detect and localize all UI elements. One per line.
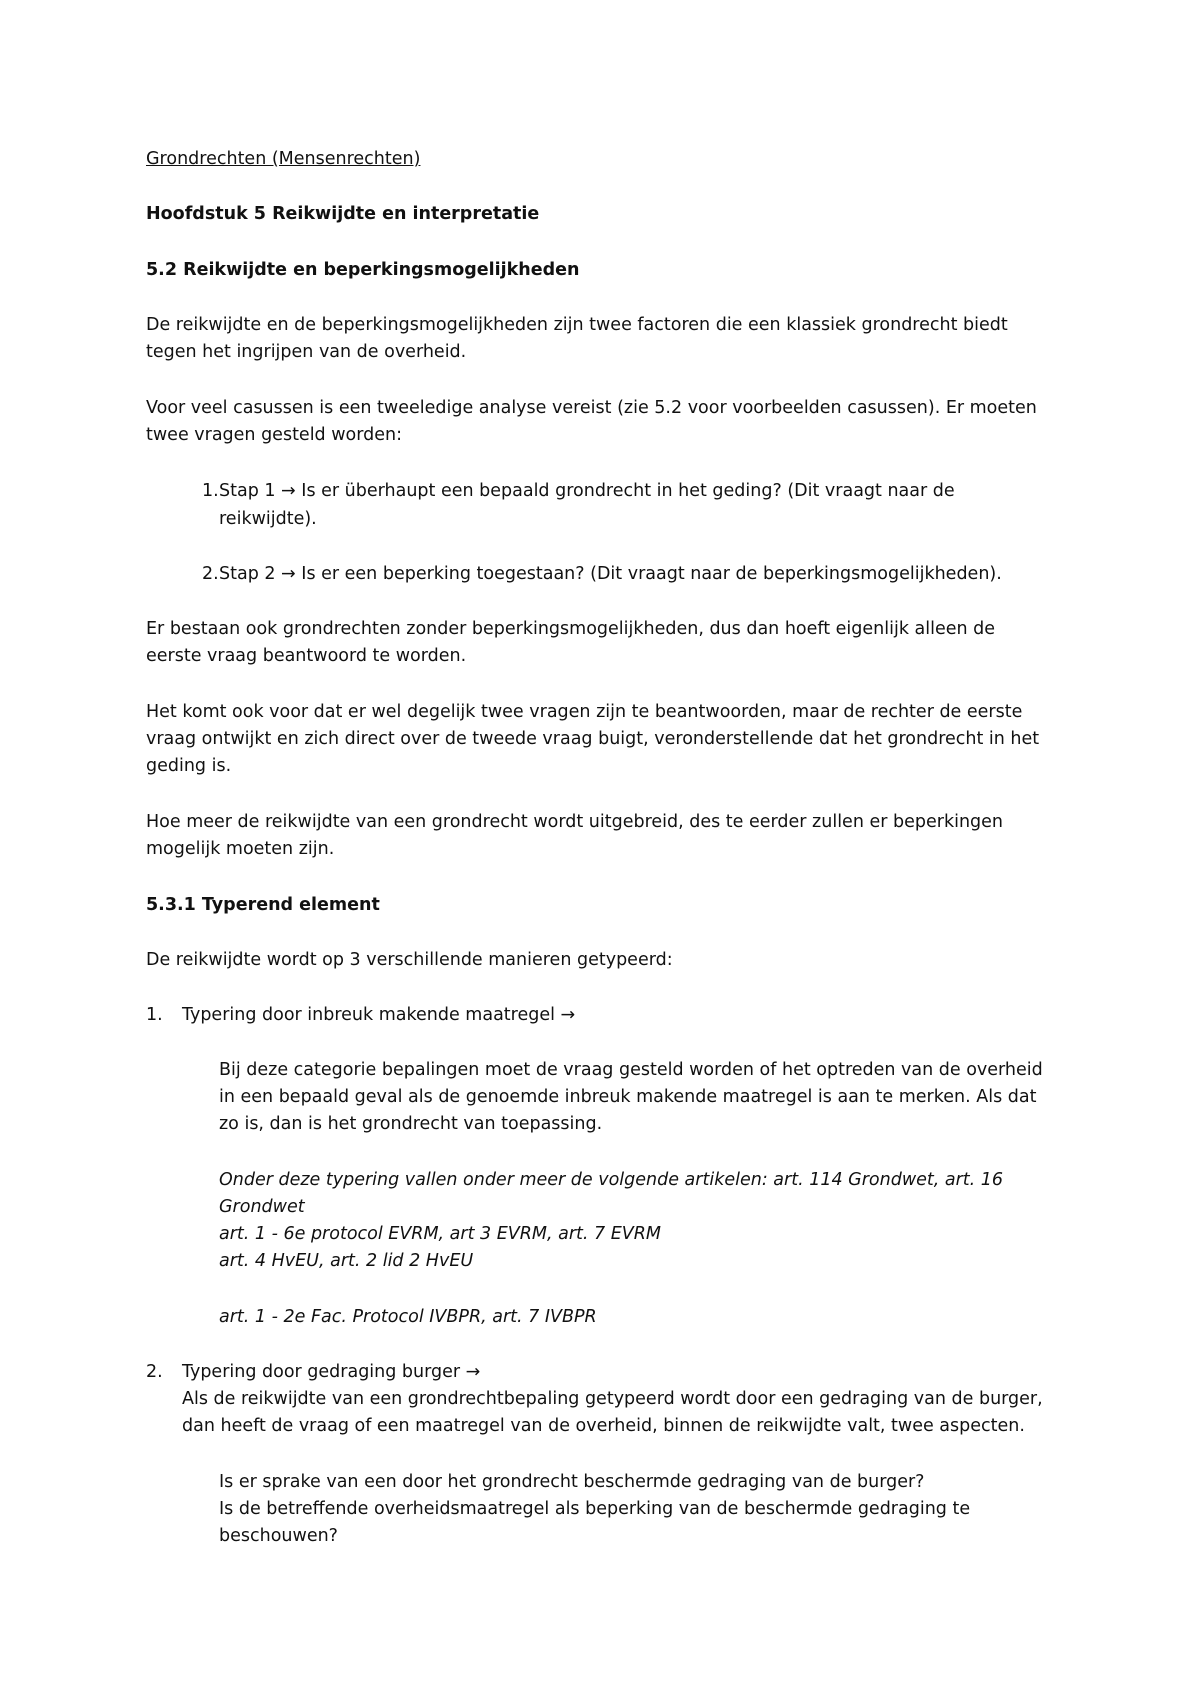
list-number: 2.: [146, 1362, 163, 1382]
document-title: Grondrechten (Mensenrechten): [146, 149, 421, 169]
list-number: 2.: [202, 564, 219, 584]
list-number: 1.: [202, 481, 219, 501]
paragraph-line: twee vragen gesteld worden:: [146, 425, 402, 445]
list-item-title: Typering door inbreuk makende maatregel →: [182, 1005, 576, 1025]
paragraph-line: dan heeft de vraag of een maatregel van de overheid, binnen de reikwijdte valt, twee aspecten.: [182, 1416, 1025, 1436]
list-item-title: Typering door gedraging burger →: [182, 1362, 481, 1382]
paragraph-line: Als de reikwijdte van een grondrechtbepaling getypeerd wordt door een gedraging van de burger,: [182, 1389, 1043, 1409]
paragraph-line: De reikwijdte en de beperkingsmogelijkheden zijn twee factoren die een klassiek grondrecht biedt: [146, 315, 1008, 335]
section-heading-5-3-1: 5.3.1 Typerend element: [146, 895, 380, 915]
italic-line: Grondwet: [219, 1197, 305, 1217]
italic-line: art. 1 - 2e Fac. Protocol IVBPR, art. 7 IVBPR: [219, 1307, 597, 1327]
question-line: beschouwen?: [219, 1526, 338, 1546]
paragraph-line: tegen het ingrijpen van de overheid.: [146, 342, 467, 362]
italic-line: art. 1 - 6e protocol EVRM, art 3 EVRM, art. 7 EVRM: [219, 1224, 662, 1244]
paragraph-line: Hoe meer de reikwijdte van een grondrecht wordt uitgebreid, des te eerder zullen er beperkingen: [146, 812, 1003, 832]
question-line: Is de betreffende overheidsmaatregel als beperking van de beschermde gedraging te: [219, 1499, 971, 1519]
italic-line: Onder deze typering vallen onder meer de volgende artikelen: art. 114 Grondwet, art. 16: [219, 1170, 1004, 1190]
paragraph-line: Voor veel casussen is een tweeledige analyse vereist (zie 5.2 voor voorbeelden casussen). Er moeten: [146, 398, 1037, 418]
paragraph-line: Er bestaan ook grondrechten zonder beperkingsmogelijkheden, dus dan hoeft eigenlijk alleen de: [146, 619, 996, 639]
paragraph-line: mogelijk moeten zijn.: [146, 839, 335, 859]
section-heading-5-2: 5.2 Reikwijdte en beperkingsmogelijkheden: [146, 260, 580, 280]
paragraph-line: vraag ontwijkt en zich direct over de tweede vraag buigt, veronderstellende dat het grondrecht in het: [146, 729, 1040, 749]
paragraph-line: eerste vraag beantwoord te worden.: [146, 646, 467, 666]
paragraph-line: zo is, dan is het grondrecht van toepassing.: [219, 1114, 603, 1134]
question-line: Is er sprake van een door het grondrecht beschermde gedraging van de burger?: [219, 1472, 925, 1492]
paragraph-line: geding is.: [146, 756, 232, 776]
italic-line: art. 4 HvEU, art. 2 lid 2 HvEU: [219, 1251, 474, 1271]
paragraph-line: in een bepaald geval als de genoemde inbreuk makende maatregel is aan te merken. Als dat: [219, 1087, 1037, 1107]
paragraph-line: Het komt ook voor dat er wel degelijk twee vragen zijn te beantwoorden, maar de rechter de eerste: [146, 702, 1023, 722]
list-item-line: reikwijdte).: [219, 509, 317, 529]
paragraph-line: Bij deze categorie bepalingen moet de vraag gesteld worden of het optreden van de overheid: [219, 1060, 1043, 1080]
list-item-line: Stap 1 → Is er überhaupt een bepaald grondrecht in het geding? (Dit vraagt naar de: [219, 481, 955, 501]
list-number: 1.: [146, 1005, 163, 1025]
chapter-heading: Hoofdstuk 5 Reikwijdte en interpretatie: [146, 204, 540, 224]
list-item-line: Stap 2 → Is er een beperking toegestaan? (Dit vraagt naar de beperkingsmogelijkheden).: [219, 564, 1002, 584]
paragraph-line: De reikwijdte wordt op 3 verschillende manieren getypeerd:: [146, 950, 673, 970]
